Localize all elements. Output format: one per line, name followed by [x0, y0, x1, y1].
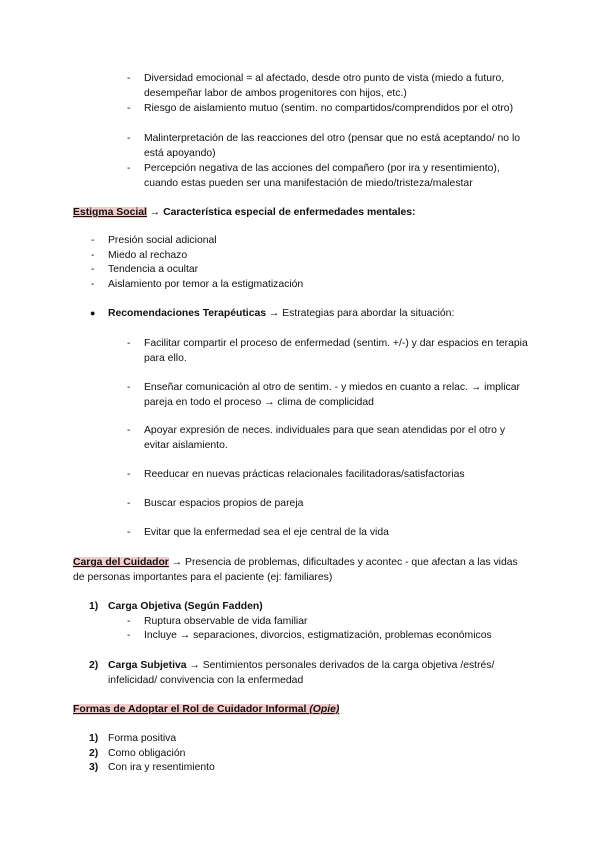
carga-heading	[73, 555, 529, 585]
list-item	[127, 161, 534, 191]
list-item-text: Reeducar en nuevas prácticas relacionales facilitadoras/satisfactorias	[144, 469, 465, 480]
list-number: 2)	[89, 748, 99, 759]
list-item	[91, 262, 528, 277]
dash-marker: -	[127, 616, 131, 627]
list-item	[127, 423, 529, 453]
list-item	[127, 101, 534, 116]
list-item	[127, 131, 534, 161]
carga-subjetiva-title: Carga Subjetiva	[108, 660, 187, 671]
formas-term-text: Formas de Adoptar el Rol de Cuidador Informal	[73, 704, 310, 715]
dash-marker: -	[127, 163, 131, 174]
list-item-text: Presión social adicional	[108, 235, 217, 246]
list-number: 1)	[89, 733, 99, 744]
list-item	[127, 380, 529, 410]
list-number: 2)	[89, 660, 99, 671]
list-item-text: Percepción negativa de las acciones del compañero (por ira y resentimiento), cuando estas pueden ser una manifestación de miedo/tristeza/malestar	[144, 163, 500, 189]
list-item-text: Riesgo de aislamiento mutuo (sentim. no compartidos/comprendidos por el otro)	[144, 103, 514, 114]
carga-objetiva	[89, 599, 528, 614]
estigma-term: Estigma Social	[73, 207, 147, 218]
carga-subjetiva	[89, 658, 528, 688]
formas-citation: (Opie)	[309, 704, 340, 715]
list-item-text: Buscar espacios propios de pareja	[144, 498, 304, 509]
dash-marker: -	[127, 630, 131, 641]
list-item-text: Malinterpretación de las reacciones del otro (pensar que no está aceptando/ no lo está apoyando)	[144, 133, 521, 159]
list-item-text: Forma positiva	[108, 733, 177, 744]
list-item-text: Apoyar expresión de neces. individuales para que sean atendidas por el otro y evitar aislamiento.	[144, 425, 506, 451]
list-item	[89, 731, 528, 746]
dash-marker: -	[127, 527, 131, 538]
dash-marker: -	[127, 133, 131, 144]
list-item-text: Con ira y resentimiento	[108, 762, 215, 773]
list-item	[127, 336, 529, 366]
list-item	[127, 614, 534, 629]
list-item-text: Miedo al rechazo	[108, 250, 188, 261]
list-number: 3)	[89, 762, 99, 773]
dash-marker: -	[127, 469, 131, 480]
list-item	[127, 628, 534, 643]
dash-marker: -	[91, 250, 95, 261]
list-item-text: Ruptura observable de vida familiar	[144, 616, 308, 627]
list-item-text: Como obligación	[108, 748, 186, 759]
carga-objetiva-title: Carga Objetiva (Según Fadden)	[108, 601, 263, 612]
list-item	[89, 760, 528, 775]
list-item	[127, 71, 534, 101]
list-item	[91, 233, 528, 248]
list-item	[91, 277, 528, 292]
carga-subjetiva-description: → Sentimientos personales derivados de la carga objetiva /estrés/ infelicidad/ convivencia con la enfermedad	[108, 660, 495, 686]
list-item	[127, 496, 529, 511]
dash-marker: -	[127, 73, 131, 84]
list-item	[127, 467, 529, 482]
carga-term: Carga del Cuidador	[73, 557, 169, 568]
list-item-text: Tendencia a ocultar	[108, 264, 199, 275]
list-item	[89, 746, 528, 761]
dash-marker: -	[127, 382, 131, 393]
recomendaciones-term: Recomendaciones Terapéuticas	[108, 308, 267, 319]
list-number: 1)	[89, 601, 99, 612]
dash-marker: -	[127, 425, 131, 436]
dash-marker: -	[127, 498, 131, 509]
list-item-text: Facilitar compartir el proceso de enfermedad (sentim. +/-) y dar espacios en terapia para ello.	[144, 338, 528, 364]
list-item-text: Incluye → separaciones, divorcios, estigmatización, problemas económicos	[144, 630, 492, 641]
list-item-text: Enseñar comunicación al otro de sentim. - y miedos en cuanto a relac. → implicar pareja en todo el proceso → clima de complicidad	[144, 382, 520, 408]
recomendaciones-heading	[90, 306, 528, 321]
formas-heading	[73, 702, 533, 717]
dash-marker: -	[127, 103, 131, 114]
formas-term	[73, 704, 339, 715]
dash-marker: -	[91, 235, 95, 246]
recomendaciones-description: → Estrategias para abordar la situación:	[266, 308, 455, 319]
list-item	[127, 525, 529, 540]
estigma-description: → Característica especial de enfermedades mentales:	[146, 207, 416, 218]
dash-marker: -	[91, 264, 95, 275]
carga-description: → Presencia de problemas, dificultades y acontec - que afectan a las vidas de personas importantes para el paciente (ej: familiares)	[73, 557, 518, 583]
list-item	[91, 248, 528, 263]
dash-marker: -	[91, 279, 95, 290]
dash-marker: -	[127, 338, 131, 349]
list-item-text: Diversidad emocional = al afectado, desde otro punto de vista (miedo a futuro, desempeñar labor de ambos progenitores con hijos, etc.)	[144, 73, 505, 99]
estigma-heading	[73, 205, 533, 220]
list-item-text: Evitar que la enfermedad sea el eje central de la vida	[144, 527, 389, 538]
bullet-marker: ●	[90, 308, 96, 318]
list-item-text: Aislamiento por temor a la estigmatización	[108, 279, 304, 290]
